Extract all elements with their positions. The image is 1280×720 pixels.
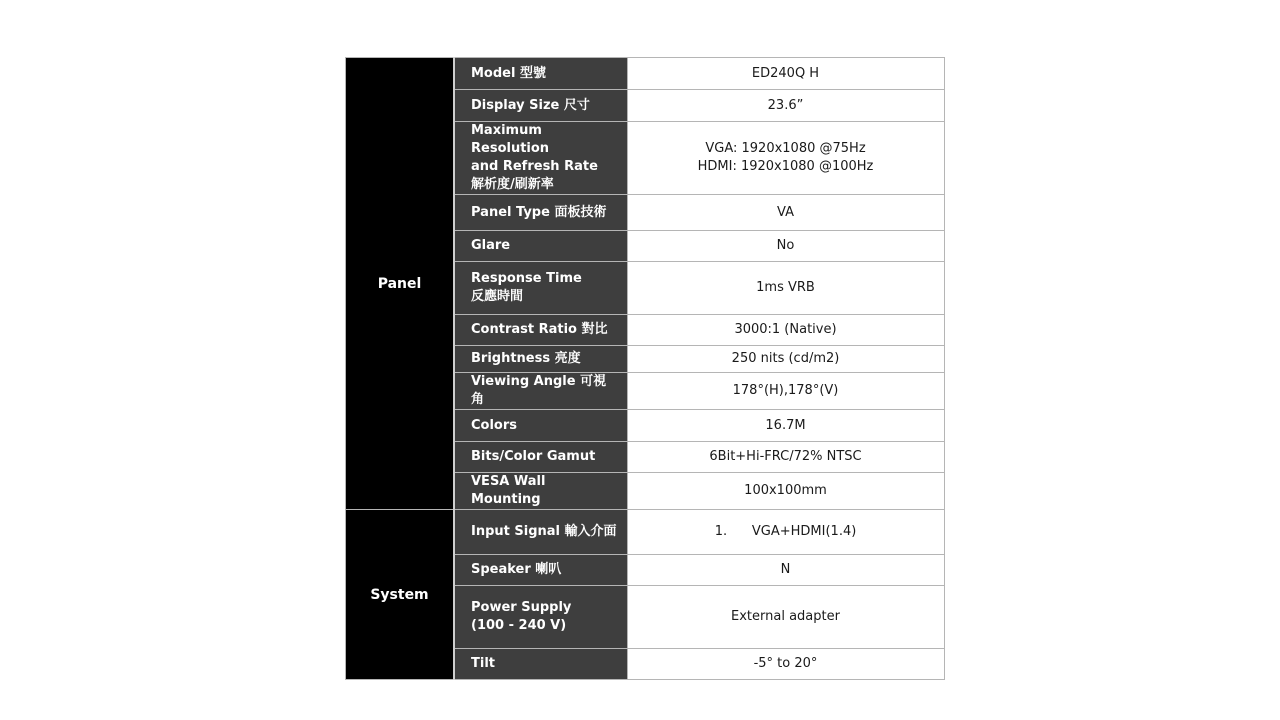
row-value-tilt: -5° to 20° [627, 649, 944, 680]
row-label-power-supply: Power Supply (100 - 240 V) [454, 586, 627, 649]
row-label-panel-type: Panel Type 面板技術 [454, 195, 627, 231]
row-label-glare: Glare [454, 231, 627, 262]
group-label-panel: Panel [346, 58, 455, 510]
table-row [346, 58, 945, 90]
row-label-vesa-wall-mounting: VESA Wall Mounting [454, 473, 627, 510]
row-value-contrast-ratio: 3000:1 (Native) [627, 315, 944, 346]
row-value-panel-type: VA [627, 195, 944, 231]
row-value-max-resolution: VGA: 1920x1080 @75Hz HDMI: 1920x1080 @100Hz [627, 122, 944, 195]
row-value-response-time: 1ms VRB [627, 262, 944, 315]
row-value-glare: No [627, 231, 944, 262]
row-value-vesa-wall-mounting: 100x100mm [627, 473, 944, 510]
row-label-display-size: Display Size 尺寸 [454, 90, 627, 122]
table-row [346, 510, 945, 555]
row-label-input-signal: Input Signal 輸入介面 [454, 510, 627, 555]
group-label-system: System [346, 510, 455, 680]
row-value-model: ED240Q H [627, 58, 944, 90]
row-value-brightness: 250 nits (cd/m2) [627, 346, 944, 373]
row-value-bits-color-gamut: 6Bit+Hi-FRC/72% NTSC [627, 442, 944, 473]
row-value-colors: 16.7M [627, 410, 944, 442]
row-label-tilt: Tilt [454, 649, 627, 680]
row-value-input-signal: 1. VGA+HDMI(1.4) [627, 510, 944, 555]
row-label-max-resolution: Maximum Resolution and Refresh Rate 解析度/刷新率 [454, 122, 627, 195]
row-value-power-supply: External adapter [627, 586, 944, 649]
spec-table [345, 57, 945, 680]
row-value-display-size: 23.6” [627, 90, 944, 122]
row-label-contrast-ratio: Contrast Ratio 對比 [454, 315, 627, 346]
row-label-brightness: Brightness 亮度 [454, 346, 627, 373]
row-label-bits-color-gamut: Bits/Color Gamut [454, 442, 627, 473]
row-label-response-time: Response Time 反應時間 [454, 262, 627, 315]
row-label-colors: Colors [454, 410, 627, 442]
row-label-viewing-angle: Viewing Angle 可視角 [454, 373, 627, 410]
row-value-speaker: N [627, 555, 944, 586]
row-label-model: Model 型號 [454, 58, 627, 90]
row-label-speaker: Speaker 喇叭 [454, 555, 627, 586]
row-value-viewing-angle: 178°(H),178°(V) [627, 373, 944, 410]
